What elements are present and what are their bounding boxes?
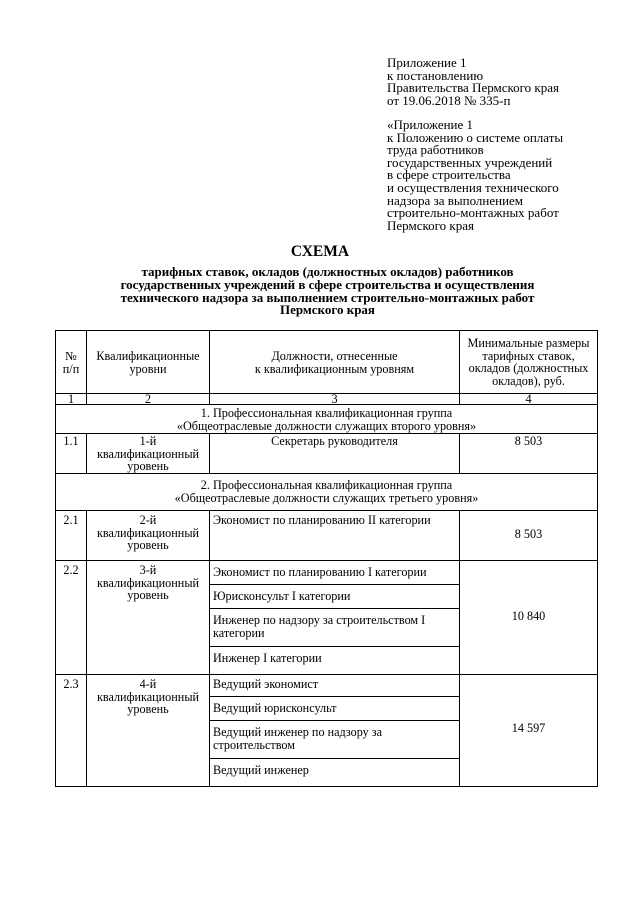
group-title-line: 1. Профессиональная квалификационная группа: [200, 406, 453, 420]
position-name: Секретарь руководителя: [271, 434, 398, 448]
appendix-line: Правительства Пермского края: [387, 80, 559, 96]
position-name: Экономист по планированию I категории: [213, 565, 427, 579]
appendix-line: строительно-монтажных работ: [387, 205, 559, 221]
header-salary: [460, 337, 597, 387]
level-line: уровень: [127, 538, 169, 552]
position-name: Инженер I категории: [213, 651, 322, 665]
position-name: Юрисконсульт I категории: [213, 589, 351, 603]
document-title: СХЕМА: [290, 243, 350, 260]
subtitle-line: технического надзора за выполнением строительно-монтажных работ: [120, 289, 535, 305]
appendix-line: Пермского края: [387, 217, 474, 233]
position-name: Экономист по планированию II категории: [213, 513, 431, 527]
header-text: п/п: [62, 361, 80, 376]
row-number: 2.3: [63, 677, 79, 691]
appendix-line: от 19.06.2018 № 335-п: [387, 92, 511, 108]
table-border: [55, 560, 598, 561]
row-level: [87, 514, 209, 552]
appendix-inner: [387, 119, 563, 232]
appendix-line: «Приложение 1: [387, 117, 474, 132]
position-name: Ведущий инженер по надзору за строительством: [213, 725, 383, 752]
row-level: [87, 435, 209, 473]
position-name: Ведущий экономист: [213, 677, 319, 691]
header-text: окладов), руб.: [492, 373, 565, 388]
subtitle-line: государственных учреждений в сфере строительства и осуществления: [120, 276, 535, 292]
header-level: [87, 350, 209, 375]
column-number: 4: [525, 392, 532, 406]
header-text: к квалификационным уровням: [254, 361, 415, 376]
header-text: №: [65, 349, 77, 363]
level-line: уровень: [127, 702, 169, 716]
level-line: квалификационный: [96, 689, 200, 704]
row-number: 1.1: [63, 434, 79, 448]
appendix-line: и осуществления технического: [387, 179, 559, 195]
salary-value: 8 503: [514, 527, 543, 541]
row-number: 2.2: [63, 563, 79, 577]
appendix-line: государственных учреждений: [387, 154, 553, 170]
table-border: [209, 510, 210, 786]
salary-value: 10 840: [511, 609, 546, 623]
position-name: Инженер по надзору за строительством I категории: [213, 613, 426, 640]
header-number: [56, 350, 86, 375]
level-line: квалификационный: [96, 525, 200, 540]
header-text: Должности, отнесенные: [271, 349, 398, 363]
level-line: 1-й: [139, 434, 157, 448]
salary-value: 14 597: [511, 721, 546, 735]
table-border: [209, 720, 460, 721]
table-border: [209, 608, 460, 609]
header-text: Квалификационные: [96, 349, 200, 363]
table-border: [597, 330, 598, 786]
header-text: тарифных ставок,: [482, 348, 575, 363]
level-line: квалификационный: [96, 446, 200, 461]
group-title-line: 2. Профессиональная квалификационная группа: [200, 478, 453, 492]
appendix-line: Приложение 1: [387, 55, 467, 70]
row-number: 2.1: [63, 513, 79, 527]
level-line: 4-й: [139, 677, 157, 691]
appendix-line: в сфере строительства: [387, 167, 511, 183]
table-border: [55, 786, 598, 787]
position-name: Ведущий инженер: [213, 763, 309, 777]
level-line: квалификационный: [96, 575, 200, 590]
level-line: уровень: [127, 459, 169, 473]
header-positions: [210, 350, 459, 375]
table-border: [209, 758, 460, 759]
table-border: [55, 473, 598, 474]
header-text: окладов (должностных: [468, 361, 589, 375]
position-name: Ведущий юрисконсульт: [213, 701, 337, 715]
level-line: уровень: [127, 588, 169, 602]
group-title-line: «Общеотраслевые должности служащих второго уровня»: [176, 418, 477, 433]
subtitle-line: тарифных ставок, окладов (должностных окладов) работников: [141, 264, 514, 279]
appendix-line: к Положению о системе оплаты: [387, 129, 564, 145]
group-title-line: «Общеотраслевые должности служащих третьего уровня»: [174, 490, 479, 505]
row-level: [87, 564, 209, 602]
table-border: [55, 330, 598, 331]
table-border: [459, 510, 460, 786]
table-border: [209, 584, 460, 585]
salary-value: 8 503: [514, 434, 543, 448]
header-text: Минимальные размеры: [467, 336, 590, 350]
appendix-main: [387, 57, 559, 107]
appendix-line: надзора за выполнением: [387, 192, 524, 208]
table-border: [55, 674, 598, 675]
group-title: [56, 407, 597, 432]
document-subtitle: [60, 266, 595, 317]
level-line: 2-й: [139, 513, 157, 527]
group-title: [56, 479, 597, 504]
appendix-line: труда работников: [387, 142, 484, 158]
column-number: 3: [331, 392, 338, 406]
row-level: [87, 678, 209, 716]
level-line: 3-й: [139, 563, 157, 577]
column-number: 1: [67, 392, 75, 406]
column-number: 2: [144, 392, 152, 406]
table-border: [55, 510, 598, 511]
appendix-line: к постановлению: [387, 67, 484, 83]
header-text: уровни: [129, 361, 167, 376]
table-border: [209, 646, 460, 647]
table-border: [209, 696, 460, 697]
subtitle-line: Пермского края: [280, 302, 375, 318]
